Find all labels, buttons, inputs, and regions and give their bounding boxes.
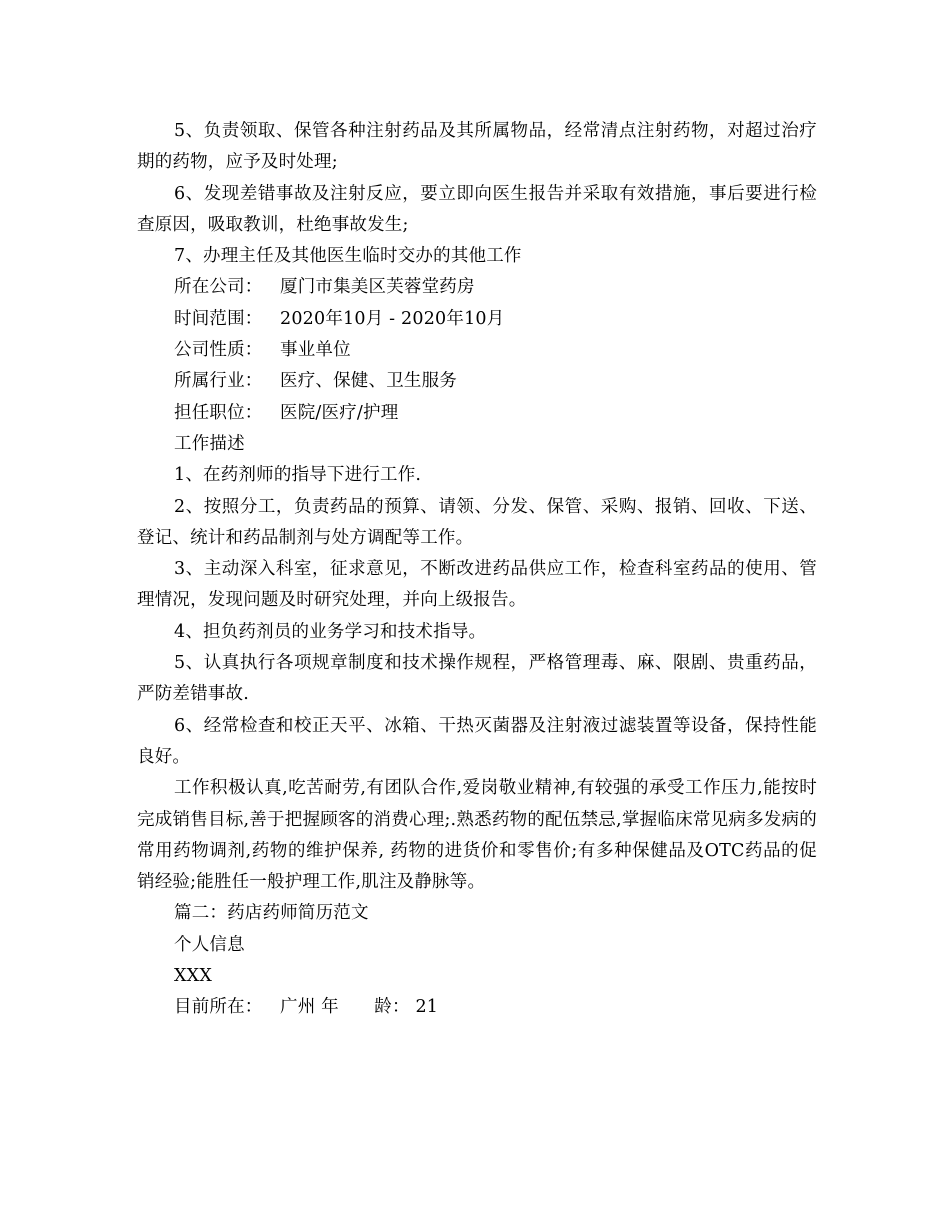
industry-label: 所属行业：	[174, 371, 263, 392]
nature-label: 公司性质：	[174, 340, 263, 361]
nature-row	[137, 335, 817, 366]
duty-item-6: 6、发现差错事故及注射反应，要立即向医生报告并采取有效措施，事后要进行检查原因，吸取教训，杜绝事故发生;	[137, 183, 817, 235]
location-age-row	[137, 992, 817, 1023]
position-row	[137, 398, 817, 429]
job-desc-item-5: 5、认真执行各项规章制度和技术操作规程，严格管理毒、麻、限剧、贵重药品，严防差错事故.	[137, 653, 817, 705]
position-label: 担任职位：	[174, 402, 263, 423]
period-row	[137, 304, 817, 335]
job-description-heading: 工作描述	[174, 433, 245, 454]
section-two-title: 篇二：药店药师简历范文	[174, 903, 369, 924]
location-label: 目前所在：	[174, 997, 263, 1018]
job-desc-item-2: 2、按照分工，负责药品的预算、请领、分发、保管、采购、报销、回收、下送、登记、统计和药品制剂与处方调配等工作。	[137, 496, 817, 548]
company-row	[137, 272, 817, 303]
job-desc-item-3: 3、主动深入科室，征求意见，不断改进药品供应工作，检查科室药品的使用、管理情况，发现问题及时研究处理，并向上级报告。	[137, 559, 817, 611]
duty-item-7: 7、办理主任及其他医生临时交办的其他工作	[174, 246, 522, 267]
duty-item-5: 5、负责领取、保管各种注射药品及其所属物品，经常清点注射药物，对超过治疗期的药物，应予及时处理;	[137, 121, 817, 173]
personal-info-heading: 个人信息	[174, 934, 245, 955]
company-value: 厦门市集美区芙蓉堂药房	[280, 277, 475, 298]
document-body	[137, 116, 817, 1024]
period-value: 2020年10月 - 2020年10月	[280, 308, 505, 329]
person-name: XXX	[174, 966, 212, 987]
nature-value: 事业单位	[280, 340, 351, 361]
job-desc-item-4: 4、担负药剂员的业务学习和技术指导。	[174, 621, 487, 642]
location-value: 广州	[280, 997, 316, 1018]
age-value: 21	[415, 997, 439, 1018]
industry-value: 医疗、保健、卫生服务	[280, 371, 457, 392]
company-label: 所在公司：	[174, 277, 263, 298]
position-value: 医院/医疗/护理	[280, 402, 399, 423]
industry-row	[137, 366, 817, 397]
period-label: 时间范围：	[174, 308, 263, 329]
job-desc-item-6: 6、经常检查和校正天平、冰箱、干热灭菌器及注射液过滤装置等设备，保持性能良好。	[137, 715, 817, 767]
age-label: 年 龄：	[321, 997, 410, 1018]
self-evaluation: 工作积极认真,吃苦耐劳,有团队合作,爱岗敬业精神,有较强的承受工作压力,能按时完成销售目标,善于把握顾客的消费心理;.熟悉药物的配伍禁忌,掌握临床常见病多发病的常用药物调剂,药物的维护保养, 药物的进货价和零售价;有多种保健品及OTC药品的促销经验;能胜任一般护理工作,肌注及静脉等。	[137, 778, 817, 893]
job-desc-item-1: 1、在药剂师的指导下进行工作.	[174, 465, 422, 486]
